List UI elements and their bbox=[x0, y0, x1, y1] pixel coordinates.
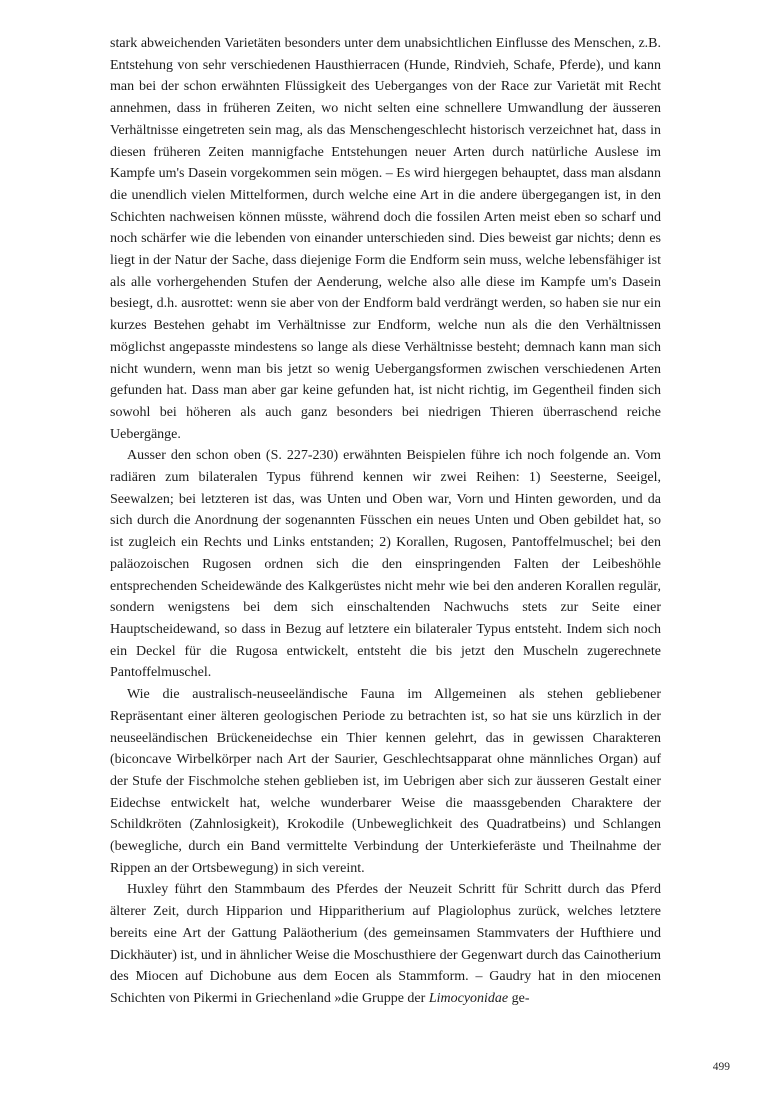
paragraph-huxley-text: Huxley führt den Stammbaum des Pferdes der Neuzeit Schritt für Schritt durch das Pferd älterer Zeit, durch Hipparion und Hipparitherium auf Plagiolophus zurück, welches letztere bereits eine Art der Gattung Paläotherium (des gemeinsamen Stammvaters der Hufthiere und Dickhäuter) ist, und in ähnlicher Weise die Moschusthiere der Gegenwart durch das Cainotherium des Miocen auf Dichobune aus dem Eocen als Stammform. – Gaudry hat in den miocenen Schichten von Pikermi in Griechenland »die Gruppe der bbox=[110, 882, 661, 1006]
paragraph-continuation: stark abweichenden Varietäten besonders unter dem unabsichtlichen Einflusse des Menschen, z.B. Entstehung von sehr verschiedenen Hausthierracen (Hunde, Rindvieh, Schafe, Pferde), und kann man bei der schon erwähnten Flüssigkeit des Ueberganges von der Race zur Varietät mit Recht annehmen, dass in früheren Zeiten, wo nicht selten eine schnellere Umwandlung der äusseren Verhältnisse eingetreten sein mag, als das Menschengeschlecht historisch verzeichnet hat, dass in diesen früheren Zeiten mannigfache Entstehungen neuer Arten durch natürliche Auslese im Kampfe um's Dasein vorgekommen sein mögen. – Es wird hiergegen behauptet, dass man alsdann die unendlich vielen Mittelformen, durch welche eine Art in die andere übergegangen ist, in den Schichten nachweisen können müsste, während doch die fossilen Arten meist eben so scharf und noch schärfer wie die lebenden von einander unterschieden sind. Dies beweist gar nichts; denn es liegt in der Natur der Sache, dass diejenige Form die Endform sein muss, welche lebensfähiger ist als alle vorhergehenden Stufen der Aenderung, welche also alle diese im Kampfe um's Dasein besiegt, d.h. ausrottet: wenn sie aber von der Endform bald verdrängt werden, so haben sie nur ein kurzes Bestehen gehabt im Verhältnisse zur Endform, welche nun als die den Verhältnissen möglichst angepasste mindestens so lange als diese Verhältnisse besteht; demnach kann man sich nicht wundern, wenn man bis jetzt so wenig Uebergangsformen zwischen verschiedenen Arten gefunden hat. Dass man aber gar keine gefunden hat, ist nicht richtig, im Gegentheil finden sich sowohl bei höheren als auch ganz besonders bei niedrigen Thieren überraschend reiche Uebergänge. bbox=[110, 36, 661, 442]
text-block bbox=[110, 33, 661, 1010]
italic-taxon-name: Limocyonidae bbox=[428, 990, 509, 1006]
paragraph-fauna: Wie die australisch-neuseeländische Fauna im Allgemeinen als stehen gebliebener Repräsentant einer älteren geologischen Periode zu betrachten ist, so hat sie uns kürzlich in der neuseeländischen Brückeneidechse ein Thier kennen gelehrt, das in gewissen Charakteren (biconcave Wirbelkörper nach Art der Saurier, Geschlechtsapparat ohne männliches Organ) auf der Stufe der Fischmolche stehen geblieben ist, im Uebrigen aber sich zur äusseren Gestalt einer Eidechse entwickelt hat, welche wunderbarer Weise die maassgebenden Charaktere der Schildkröten (Zahnlosigkeit), Krokodile (Unbeweglichkeit des Quadratbeins) und Schlangen (bewegliche, durch ein Band vermittelte Verbindung der Unterkieferäste und Theilnahme der Rippen an der Ortsbewegung) in sich vereint. bbox=[110, 687, 661, 876]
paragraph-huxley bbox=[110, 879, 661, 1009]
paragraph-examples: Ausser den schon oben (S. 227-230) erwähnten Beispielen führe ich noch folgende an. Vom radiären zum bilateralen Typus führend kennen wir zwei Reihen: 1) Seesterne, Seeigel, Seewalzen; bei letzteren ist das, was Unten und Oben war, Vorn und Hinten geworden, und da sich durch die Anordnung der sogenannten Füsschen ein neues Unten und Oben gebildet hat, so ist zugleich ein Rechts und Links entstanden; 2) Korallen, Rugosen, Pantoffelmuschel; bei den paläozoischen Rugosen ordnen sich die den einspringenden Falten der Leibeshöhle entsprechenden Scheidewände des Kalkgerüstes nicht mehr wie bei den anderen Korallen regulär, sondern wenigstens bei dem sich einschaltenden Nachwuchs stets zur Seite einer Hauptscheidewand, so dass in Bezug auf letztere ein bilateraler Typus entsteht. Indem sich noch ein Deckel für die Rugosa entwickelt, entsteht die bis jetzt den Muscheln zugerechnete Pantoffelmuschel. bbox=[110, 448, 661, 681]
paragraph-huxley-tail: ge- bbox=[508, 990, 530, 1006]
page-number: 499 bbox=[712, 1061, 730, 1073]
